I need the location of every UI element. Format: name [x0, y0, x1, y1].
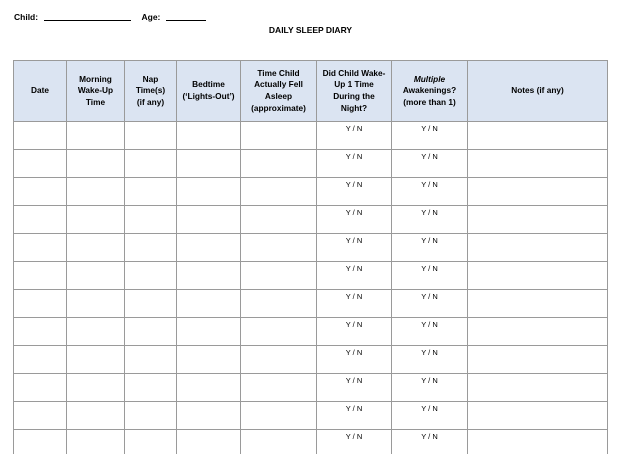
wake-up-time-cell[interactable]	[67, 150, 125, 178]
column-header-woke-once	[317, 61, 392, 122]
column-header-multiple-awakenings	[392, 61, 468, 122]
notes-cell[interactable]	[468, 430, 608, 454]
nap-time-cell[interactable]	[125, 374, 177, 402]
woke-once-cell[interactable]: Y / N	[317, 150, 392, 178]
table-row	[14, 402, 608, 430]
age-label: Age:	[141, 12, 161, 22]
notes-cell[interactable]	[468, 234, 608, 262]
age-field[interactable]	[166, 12, 206, 21]
header-line: Asleep	[264, 91, 293, 101]
notes-cell[interactable]	[468, 262, 608, 290]
woke-once-cell[interactable]: Y / N	[317, 318, 392, 346]
column-header-fell-asleep	[241, 61, 317, 122]
notes-cell[interactable]	[468, 178, 608, 206]
header-line: Wake-Up	[77, 85, 114, 96]
bedtime-cell[interactable]	[177, 234, 241, 262]
nap-time-cell[interactable]	[125, 318, 177, 346]
wake-up-time-cell[interactable]	[67, 122, 125, 150]
date-cell[interactable]	[14, 122, 67, 150]
bedtime-cell[interactable]	[177, 374, 241, 402]
header-line: (‘Lights-Out’)	[182, 91, 235, 101]
multiple-awakenings-cell[interactable]: Y / N	[392, 346, 468, 374]
fell-asleep-cell[interactable]	[241, 430, 317, 454]
wake-up-time-cell[interactable]	[67, 402, 125, 430]
table-row	[14, 150, 608, 178]
header-line: Bedtime	[192, 79, 225, 90]
date-cell[interactable]	[14, 346, 67, 374]
child-label: Child:	[14, 12, 39, 22]
header-line: (if any)	[136, 96, 165, 107]
wake-up-time-cell[interactable]	[67, 234, 125, 262]
header-row	[14, 61, 608, 122]
notes-cell[interactable]	[468, 402, 608, 430]
nap-time-cell[interactable]	[125, 206, 177, 234]
woke-once-cell[interactable]: Y / N	[317, 122, 392, 150]
multiple-awakenings-cell[interactable]: Y / N	[392, 402, 468, 430]
bedtime-cell[interactable]	[177, 150, 241, 178]
woke-once-cell[interactable]: Y / N	[317, 178, 392, 206]
table-row	[14, 290, 608, 318]
date-cell[interactable]	[14, 430, 67, 454]
woke-once-cell[interactable]: Y / N	[317, 346, 392, 374]
fell-asleep-cell[interactable]	[241, 318, 317, 346]
multiple-awakenings-cell[interactable]: Y / N	[392, 430, 468, 454]
notes-cell[interactable]	[468, 206, 608, 234]
column-header-date	[14, 61, 67, 122]
date-cell[interactable]	[14, 290, 67, 318]
header-line: Morning	[79, 73, 112, 84]
fell-asleep-cell[interactable]	[241, 262, 317, 290]
fell-asleep-cell[interactable]	[241, 374, 317, 402]
woke-once-cell[interactable]: Y / N	[317, 234, 392, 262]
header-line: Notes (if any)	[511, 85, 564, 96]
multiple-awakenings-cell[interactable]: Y / N	[392, 206, 468, 234]
notes-cell[interactable]	[468, 122, 608, 150]
header-line: Date	[31, 85, 49, 96]
date-cell[interactable]	[14, 374, 67, 402]
bedtime-cell[interactable]	[177, 262, 241, 290]
header-fields	[14, 12, 206, 22]
header-line: Did Child Wake-	[322, 67, 386, 78]
nap-time-cell[interactable]	[125, 178, 177, 206]
fell-asleep-cell[interactable]	[241, 234, 317, 262]
date-cell[interactable]	[14, 206, 67, 234]
wake-up-time-cell[interactable]	[67, 206, 125, 234]
wake-up-time-cell[interactable]	[67, 430, 125, 454]
table-row	[14, 262, 608, 290]
multiple-awakenings-cell[interactable]: Y / N	[392, 150, 468, 178]
wake-up-time-cell[interactable]	[67, 346, 125, 374]
nap-time-cell[interactable]	[125, 430, 177, 454]
header-line: (more than 1)	[403, 96, 456, 107]
woke-once-cell[interactable]: Y / N	[317, 402, 392, 430]
header-line: Time	[85, 96, 106, 107]
multiple-awakenings-cell[interactable]: Y / N	[392, 262, 468, 290]
bedtime-cell[interactable]	[177, 206, 241, 234]
notes-cell[interactable]	[468, 318, 608, 346]
nap-time-cell[interactable]	[125, 290, 177, 318]
table-row	[14, 178, 608, 206]
bedtime-cell[interactable]	[177, 122, 241, 150]
header-line: Up 1 Time	[334, 79, 374, 90]
table-row	[14, 234, 608, 262]
nap-time-cell[interactable]	[125, 122, 177, 150]
date-cell[interactable]	[14, 150, 67, 178]
notes-cell[interactable]	[468, 150, 608, 178]
column-header-nap-times	[125, 61, 177, 122]
date-cell[interactable]	[14, 262, 67, 290]
woke-once-cell[interactable]: Y / N	[317, 290, 392, 318]
page-title: DAILY SLEEP DIARY	[268, 25, 353, 35]
notes-cell[interactable]	[468, 346, 608, 374]
bedtime-cell[interactable]	[177, 346, 241, 374]
fell-asleep-cell[interactable]	[241, 290, 317, 318]
table-row	[14, 122, 608, 150]
fell-asleep-cell[interactable]	[241, 346, 317, 374]
date-cell[interactable]	[14, 402, 67, 430]
wake-up-time-cell[interactable]	[67, 178, 125, 206]
notes-cell[interactable]	[468, 374, 608, 402]
date-cell[interactable]	[14, 318, 67, 346]
multiple-awakenings-cell[interactable]: Y / N	[392, 318, 468, 346]
header-line: Time(s)	[135, 85, 166, 96]
header-line: Multiple	[413, 73, 446, 84]
multiple-awakenings-cell[interactable]: Y / N	[392, 178, 468, 206]
table-row	[14, 318, 608, 346]
date-cell[interactable]	[14, 178, 67, 206]
wake-up-time-cell[interactable]	[67, 290, 125, 318]
child-name-field[interactable]	[44, 12, 131, 21]
fell-asleep-cell[interactable]	[241, 150, 317, 178]
header-line: Time Child	[257, 67, 300, 78]
column-header-wake-up-time	[67, 61, 125, 122]
header-line: Actually Fell	[254, 79, 303, 90]
woke-once-cell[interactable]: Y / N	[317, 374, 392, 402]
sleep-diary-table	[13, 60, 608, 454]
table-row	[14, 206, 608, 234]
bedtime-cell[interactable]	[177, 430, 241, 454]
wake-up-time-cell[interactable]	[67, 318, 125, 346]
column-header-bedtime	[177, 61, 241, 122]
nap-time-cell[interactable]	[125, 234, 177, 262]
multiple-awakenings-cell[interactable]: Y / N	[392, 122, 468, 150]
fell-asleep-cell[interactable]	[241, 178, 317, 206]
notes-cell[interactable]	[468, 290, 608, 318]
woke-once-cell[interactable]: Y / N	[317, 206, 392, 234]
multiple-awakenings-cell[interactable]: Y / N	[392, 234, 468, 262]
wake-up-time-cell[interactable]	[67, 262, 125, 290]
bedtime-cell[interactable]	[177, 402, 241, 430]
bedtime-cell[interactable]	[177, 290, 241, 318]
fell-asleep-cell[interactable]	[241, 206, 317, 234]
header-line: Night?	[340, 102, 368, 113]
header-line: During the	[333, 91, 375, 101]
fell-asleep-cell[interactable]	[241, 122, 317, 150]
table-row	[14, 374, 608, 402]
wake-up-time-cell[interactable]	[67, 374, 125, 402]
multiple-awakenings-cell[interactable]: Y / N	[392, 290, 468, 318]
column-header-notes	[468, 61, 608, 122]
table-row	[14, 430, 608, 454]
date-cell[interactable]	[14, 234, 67, 262]
nap-time-cell[interactable]	[125, 262, 177, 290]
woke-once-cell[interactable]: Y / N	[317, 262, 392, 290]
bedtime-cell[interactable]	[177, 178, 241, 206]
nap-time-cell[interactable]	[125, 150, 177, 178]
table-row	[14, 346, 608, 374]
multiple-awakenings-cell[interactable]: Y / N	[392, 374, 468, 402]
header-line: (approximate)	[251, 102, 306, 113]
fell-asleep-cell[interactable]	[241, 402, 317, 430]
nap-time-cell[interactable]	[125, 402, 177, 430]
bedtime-cell[interactable]	[177, 318, 241, 346]
header-line: Awakenings?	[402, 85, 457, 96]
nap-time-cell[interactable]	[125, 346, 177, 374]
header-line: Nap	[142, 73, 159, 84]
woke-once-cell[interactable]: Y / N	[317, 430, 392, 454]
